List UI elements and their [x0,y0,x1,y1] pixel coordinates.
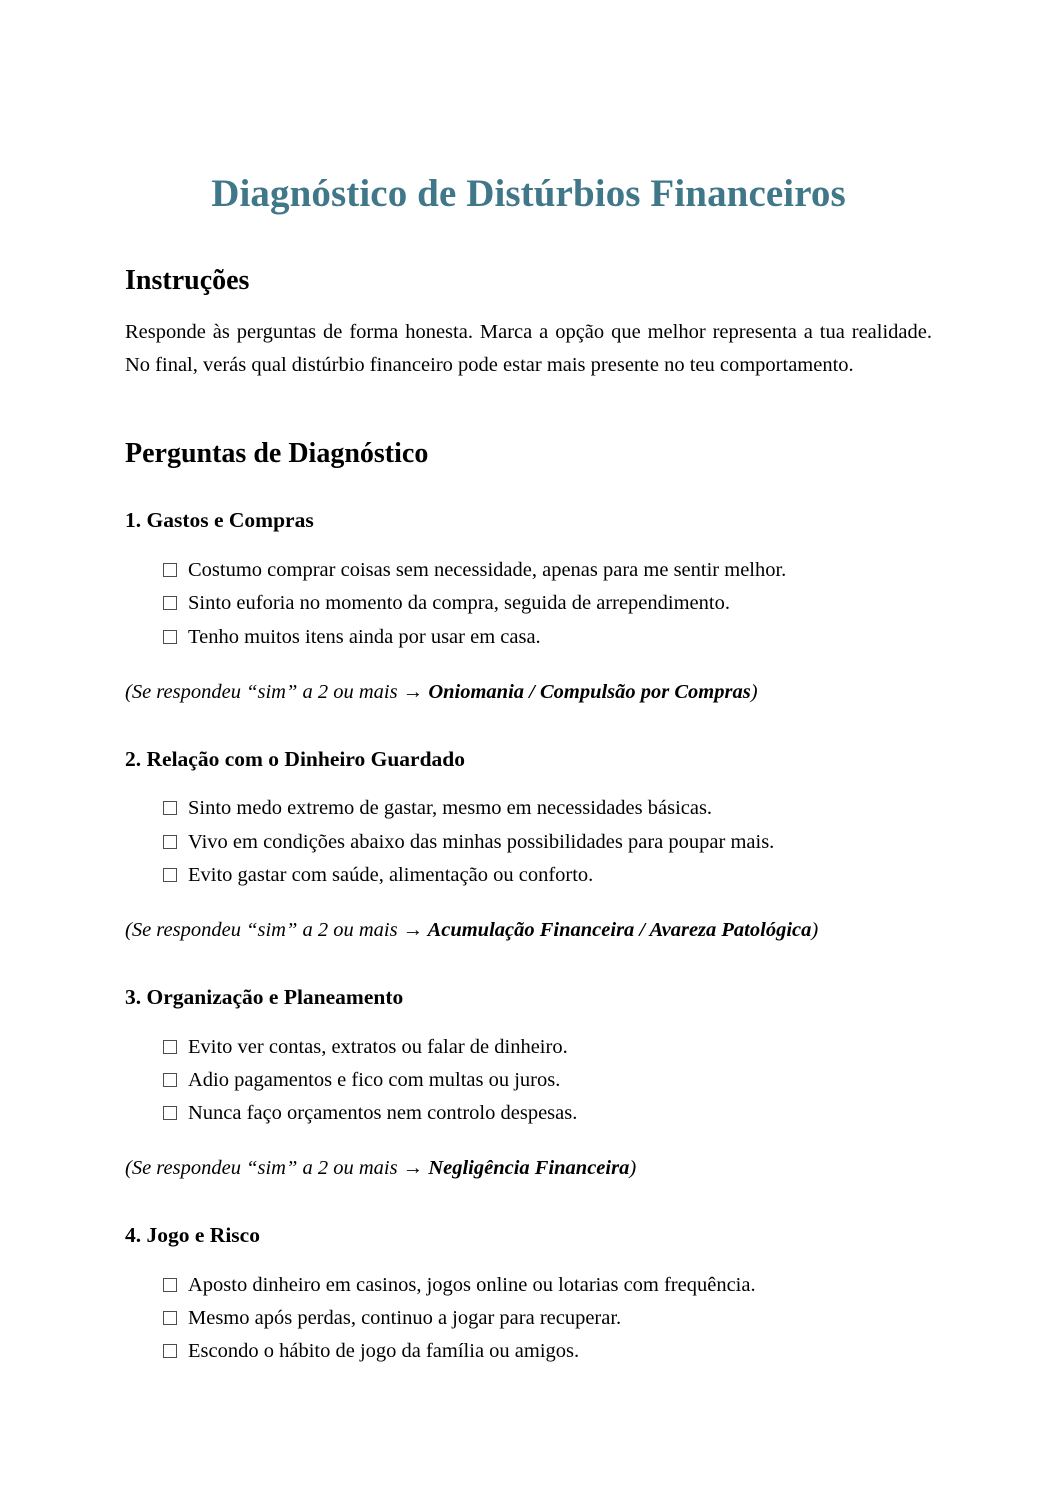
verdict-prefix: (Se respondeu “sim” a 2 ou mais [125,919,403,942]
arrow-icon: → [402,1157,424,1180]
empty-checkbox-icon[interactable] [163,596,177,610]
empty-checkbox-icon[interactable] [163,1073,177,1087]
list-item[interactable] [163,1097,932,1130]
verdict-prefix: (Se respondeu “sim” a 2 ou mais [125,680,403,703]
list-item[interactable] [163,1031,932,1064]
verdict-suffix: ) [629,1157,637,1180]
list-item[interactable] [163,826,932,859]
list-item-label: Mesmo após perdas, continuo a jogar para recuperar. [188,1307,622,1330]
list-item-label: Evito gastar com saúde, alimentação ou conforto. [188,863,594,886]
empty-checkbox-icon[interactable] [163,1311,177,1325]
list-item[interactable] [163,792,932,825]
section-heading-organizacao-e-planeamento: 3. Organização e Planeamento [125,984,404,1009]
empty-checkbox-icon[interactable] [163,563,177,577]
document-content [125,0,932,1368]
list-item-label: Aposto dinheiro em casinos, jogos online ou lotarias com frequência. [188,1273,756,1296]
empty-checkbox-icon[interactable] [163,835,177,849]
section-heading-gastos-e-compras: 1. Gastos e Compras [125,508,314,533]
empty-checkbox-icon[interactable] [163,868,177,882]
verdict-result: Acumulação Financeira / Avareza Patológica [423,919,812,942]
section-heading-relacao-com-o-dinheiro-guardado: 2. Relação com o Dinheiro Guardado [125,746,466,771]
section-heading-jogo-e-risco: 4. Jogo e Risco [125,1223,260,1248]
list-item[interactable] [163,1302,932,1335]
list-item[interactable] [163,1269,932,1302]
questions-heading: Perguntas de Diagnóstico [125,438,429,470]
empty-checkbox-icon[interactable] [163,1278,177,1292]
empty-checkbox-icon[interactable] [163,1344,177,1358]
list-item-label: Escondo o hábito de jogo da família ou amigos. [188,1340,580,1363]
verdict-result: Negligência Financeira [423,1157,630,1180]
list-item-label: Vivo em condições abaixo das minhas possibilidades para poupar mais. [188,830,775,853]
verdict-line-section-1 [125,654,932,709]
verdict-result: Oniomania / Compulsão por Compras [423,680,751,703]
list-item[interactable] [163,554,932,587]
checkbox-list-section-3 [125,1011,932,1131]
checkbox-list-section-1 [125,534,932,654]
list-item-label: Costumo comprar coisas sem necessidade, apenas para me sentir melhor. [188,559,787,582]
empty-checkbox-icon[interactable] [163,1040,177,1054]
list-item-label: Sinto medo extremo de gastar, mesmo em necessidades básicas. [188,797,713,820]
list-item-label: Nunca faço orçamentos nem controlo despesas. [188,1102,578,1125]
list-item-label: Adio pagamentos e fico com multas ou juros. [188,1068,561,1091]
list-item[interactable] [163,859,932,892]
verdict-line-section-3 [125,1130,932,1185]
arrow-icon: → [402,680,424,703]
arrow-icon: → [402,919,424,942]
empty-checkbox-icon[interactable] [163,1106,177,1120]
list-item-label: Tenho muitos itens ainda por usar em casa. [188,625,541,648]
instructions-heading: Instruções [125,264,250,296]
list-item[interactable] [163,587,932,620]
checkbox-list-section-2 [125,772,932,892]
list-item-label: Sinto euforia no momento da compra, seguida de arrependimento. [188,592,730,615]
verdict-line-section-2 [125,892,932,947]
empty-checkbox-icon[interactable] [163,801,177,815]
instructions-paragraph: Responde às perguntas de forma honesta. Marca a opção que melhor representa a tua realidade. No final, verás qual distúrbio financeiro pode estar mais presente no teu comportamento. [125,320,932,377]
checkbox-list-section-4 [125,1249,932,1369]
list-item[interactable] [163,1335,932,1368]
page-title: Diagnóstico de Distúrbios Financeiros [211,172,846,215]
verdict-suffix: ) [811,919,819,942]
list-item[interactable] [163,1064,932,1097]
list-item[interactable] [163,621,932,654]
verdict-suffix: ) [750,680,758,703]
empty-checkbox-icon[interactable] [163,630,177,644]
verdict-prefix: (Se respondeu “sim” a 2 ou mais [125,1157,403,1180]
list-item-label: Evito ver contas, extratos ou falar de dinheiro. [188,1035,568,1058]
